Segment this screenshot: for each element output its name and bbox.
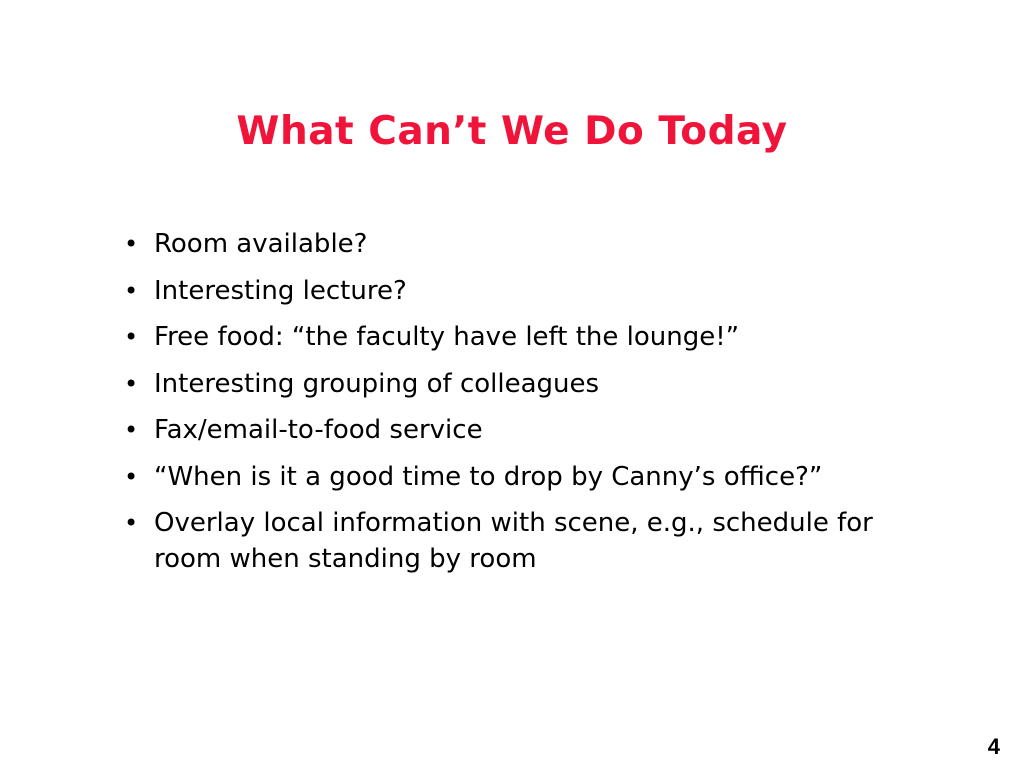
bullet-icon: • — [124, 323, 139, 351]
bullet-text: Interesting grouping of colleagues — [154, 368, 600, 399]
bullet-item — [124, 273, 904, 309]
bullet-item — [124, 226, 904, 262]
bullet-item — [124, 366, 904, 402]
bullet-text: “When is it a good time to drop by Canny’s office?” — [154, 461, 823, 492]
bullet-icon: • — [124, 276, 139, 305]
bullet-text: Interesting lecture? — [154, 275, 407, 306]
page-number: 4 — [987, 734, 1000, 759]
bullet-icon: • — [124, 462, 139, 491]
bullet-icon: • — [124, 509, 139, 537]
bullet-item — [124, 412, 904, 448]
bullet-text: Free food: “the faculty have left the lounge!” — [154, 322, 740, 352]
bullet-item — [124, 505, 904, 577]
bullet-icon: • — [124, 416, 139, 444]
bullet-icon: • — [124, 369, 139, 398]
bullet-text: Overlay local information with scene, e.g., schedule for room when standing by room — [154, 508, 873, 574]
bullet-item — [124, 459, 904, 495]
bullet-text: Fax/email-to-food service — [154, 415, 483, 445]
bullet-item — [124, 319, 904, 355]
bullet-text: Room available? — [154, 229, 368, 259]
bullet-list — [124, 226, 904, 588]
bullet-icon: • — [124, 230, 139, 258]
slide-title: What Can’t We Do Today — [236, 109, 788, 154]
